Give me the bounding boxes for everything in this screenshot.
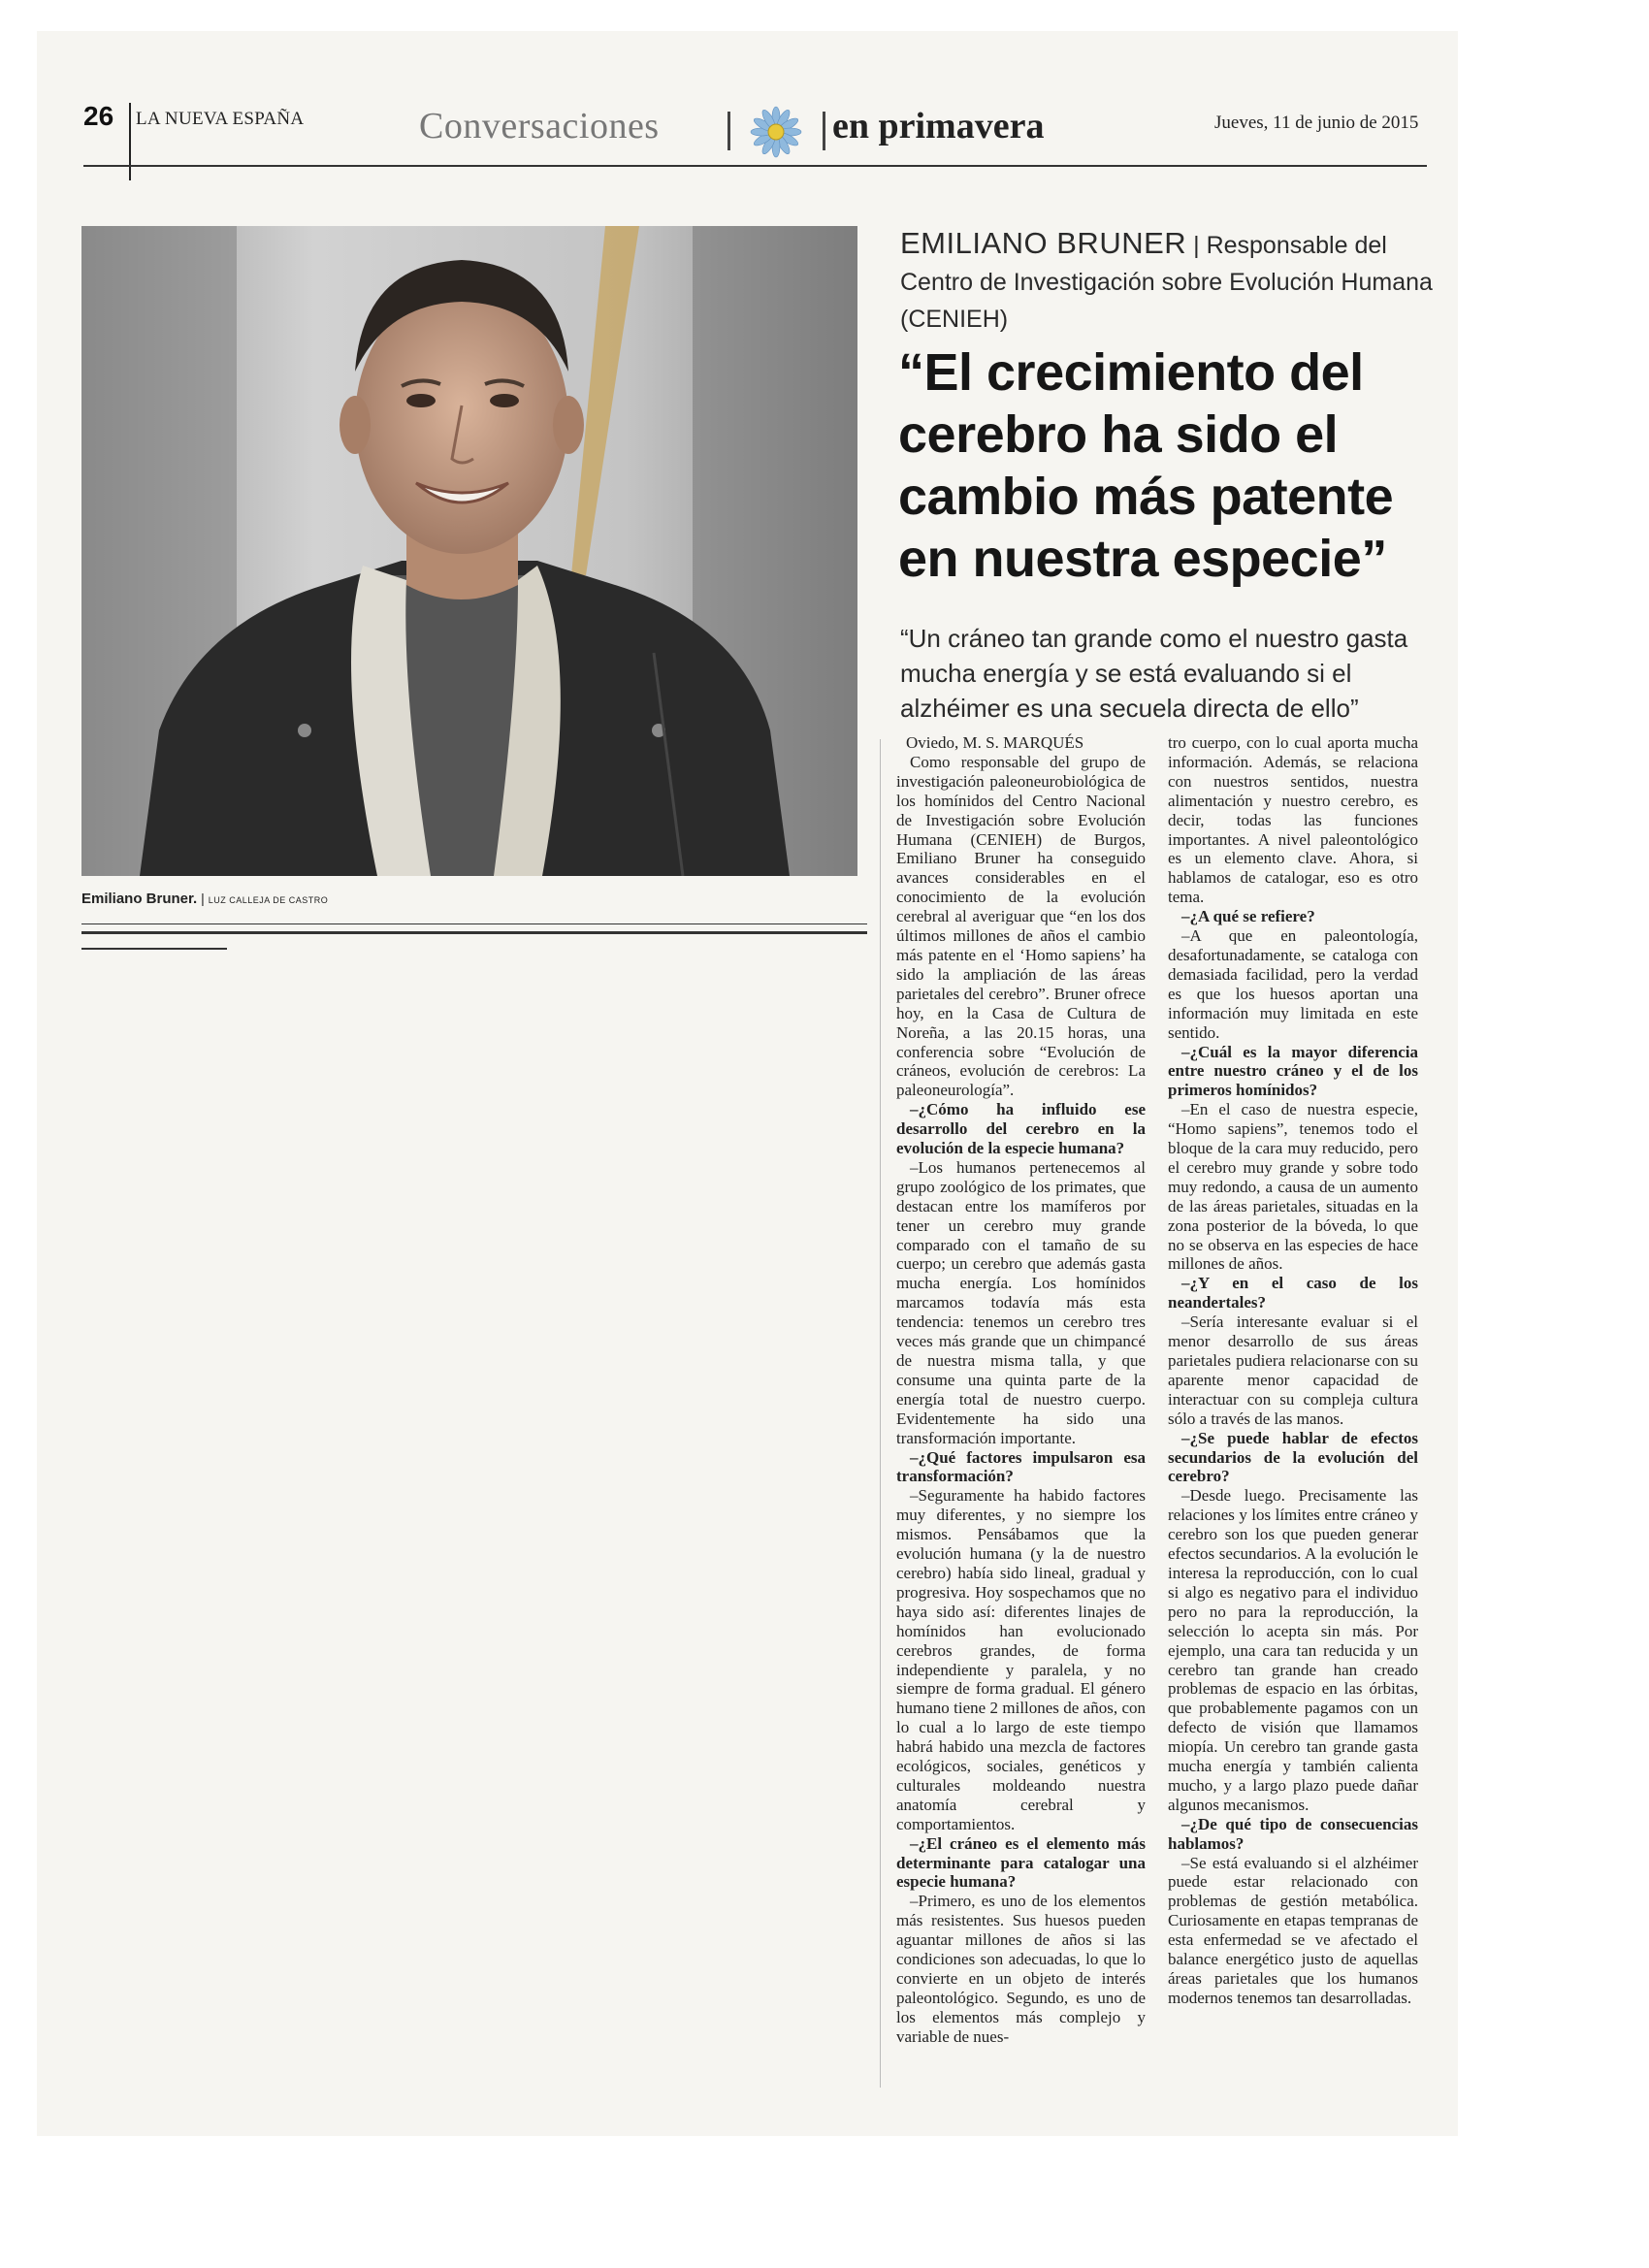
interview-question: –¿Se puede hablar de efectos secundarios de la evolución del cerebro? [1168,1428,1418,1486]
page-number: 26 [83,101,114,131]
header-rule [83,165,1427,167]
interview-question: –¿De qué tipo de consecuencias hablamos? [1168,1814,1418,1853]
interview-question: –¿Cómo ha influido ese desarrollo del cerebro en la evolución de la especie humana? [896,1100,1146,1158]
interviewee-name: EMILIANO BRUNER [900,226,1187,260]
caption-rule [81,948,227,950]
author-name: M. S. MARQUÉS [962,733,1084,752]
column-rule [880,739,881,2088]
article-author [896,733,1146,753]
daisy-flower-icon [737,105,815,159]
interview-paragraph: –En el caso de nuestra especie, “Homo sapiens”, tenemos todo el bloque de la cara muy reducido, pero el cerebro muy grande y sobre todo muy redondo, a causa de un aumento de las áreas parietales, situadas en la zona posterior de la bóveda, lo que no se observa en las especies de hace millones de años. [1168,1100,1418,1274]
portrait-photo [81,226,857,876]
interview-paragraph: –Sería interesante evaluar si el menor desarrollo de sus áreas parietales pudiera relacionarse con su aparente menor capacidad de interactuar con su compleja cultura sólo a través de las manos. [1168,1312,1418,1428]
article-column-2 [1168,733,1418,2008]
section-title-right: en primavera [832,106,1045,146]
interview-question: –¿Cuál es la mayor diferencia entre nuestro cráneo y el de los primeros homínidos? [1168,1042,1418,1100]
caption-name: Emiliano Bruner. [81,891,198,907]
byline-separator: | [1186,232,1207,259]
interviewee-role: Responsable del Centro de Investigación sobre Evolución Humana (CENIEH) [900,232,1433,333]
caption-rule [81,931,867,934]
dateline-place: Oviedo, [906,733,959,752]
caption-rule [81,923,867,924]
interview-question: –¿A qué se refiere? [1181,907,1315,926]
interview-paragraph: –Seguramente ha habido factores muy diferentes, y no siempre los mismos. Pensábamos que la evolución humana (y la de nuestro cerebro) había sido lineal, gradual y progresiva. Hoy sospechamos que no haya sido así: diferentes linajes de homínidos han evolucionado cerebros grandes, de forma independiente y paralela, y no siempre de forma gradual. El género humano tiene 2 millones de años, con lo cual a lo largo de este tiempo habrá habido una mezcla de factores ecológicos, sociales, genéticos y culturales moldeando nuestra anatomía cerebral y comportamientos. [896,1486,1146,1833]
interview-paragraph: –Primero, es uno de los elementos más resistentes. Sus huesos pueden aguantar millones de años si las condiciones son adecuadas, lo que lo convierte en un objeto de interés paleontológico. Segundo, es uno de los elementos más complejo y variable de nues- [896,1892,1146,2046]
interview-paragraph: tro cuerpo, con lo cual aporta mucha información. Además, se relaciona con nuestros sentidos, nuestra alimentación y nuestro cerebro, es decir, todas las funciones importantes. A nivel paleontológico es un elemento clave. Ahora, si hablamos de catalogar, eso es otro tema. [1168,733,1418,907]
interview-question: –¿Y en el caso de los neandertales? [1168,1274,1418,1312]
page-number-rule [129,103,131,180]
interview-paragraph: Como responsable del grupo de investigación paleoneurobiológica de los homínidos del Centro Nacional de Investigación sobre Evolución Humana (CENIEH) de Burgos, Emiliano Bruner ha conseguido avances considerables en el conocimiento de la evolución cerebral al averiguar que “en los dos últimos millones de años el cambio más patente en el ‘Homo sapiens’ ha sido la ampliación de las áreas parietales del cerebro”. Bruner ofrece hoy, en la Casa de Cultura de Noreña, a las 20.15 horas, una conferencia sobre “Evolución de cráneos, evolución de cerebros: La paleoneurología”. [896,752,1146,1100]
article-column-1 [896,733,1146,2047]
interview-question: –¿Qué factores impulsaron esa transformación? [896,1447,1146,1486]
interview-paragraph: –Se está evaluando si el alzhéimer puede estar relacionado con problemas de gestión metabólica. Curiosamente en etapas tempranas de esta enfermedad se ve afectado el balance energético justo de aquellas áreas parietales que los humanos modernos tenemos tan desarrolladas. [1168,1853,1418,2007]
interview-paragraph: –Los humanos pertenecemos al grupo zoológico de los primates, que destacan entre los mamíferos por tener un cerebro muy grande comparado con el tamaño de su cuerpo; un cerebro que además gasta mucha energía. Los homínidos marcamos todavía más esta tendencia: tenemos un cerebro tres veces más grande que un chimpancé de nuestra misma talla, y que consume una quinta parte de la energía total de nuestro cuerpo. Evidentemente ha sido una transformación importante. [896,1157,1146,1447]
interview-paragraph: –Desde luego. Precisamente las relaciones y los límites entre cráneo y cerebro son los que pueden generar efectos secundarios. A la evolución le interesa la reproducción, con lo cual si algo es negativo para el individuo pero no para la reproducción, la selección lo acepta sin más. Por ejemplo, una cara tan reducida y un cerebro tan grande han creado problemas de espacio en las órbitas, que probablemente pagamos con un defecto de visión que llamamos miopía. Un cerebro tan grande gasta mucha energía y también calienta mucho, y a largo plazo puede dañar algunos mecanismos. [1168,1486,1418,1814]
section-separator [823,112,825,150]
photo-credit: LUZ CALLEJA DE CASTRO [208,895,329,905]
section-separator [728,112,730,150]
interview-paragraph: –A que en paleontología, desafortunadamente, se cataloga con demasiada facilidad, pero la verdad es que los huesos aportan una información muy limitada en este sentido. [1168,926,1418,1042]
interview-question: –¿El cráneo es el elemento más determinante para catalogar una especie humana? [896,1833,1146,1892]
article-headline: “El crecimiento del cerebro ha sido el cambio más patente en nuestra especie” [898,343,1394,588]
issue-date: Jueves, 11 de junio de 2015 [1214,113,1419,133]
photo-caption [81,891,328,907]
column-1-text [896,753,1146,2047]
column-2-text [1168,733,1418,2008]
byline [900,225,1443,338]
caption-separator: | [197,891,205,906]
article-subheadline: “Un cráneo tan grande como el nuestro gasta mucha energía y se está evaluando si el alzhéimer es una secuela directa de ello” [900,624,1408,723]
newspaper-name: LA NUEVA ESPAÑA [136,109,305,129]
section-title-left: Conversaciones [419,106,660,146]
